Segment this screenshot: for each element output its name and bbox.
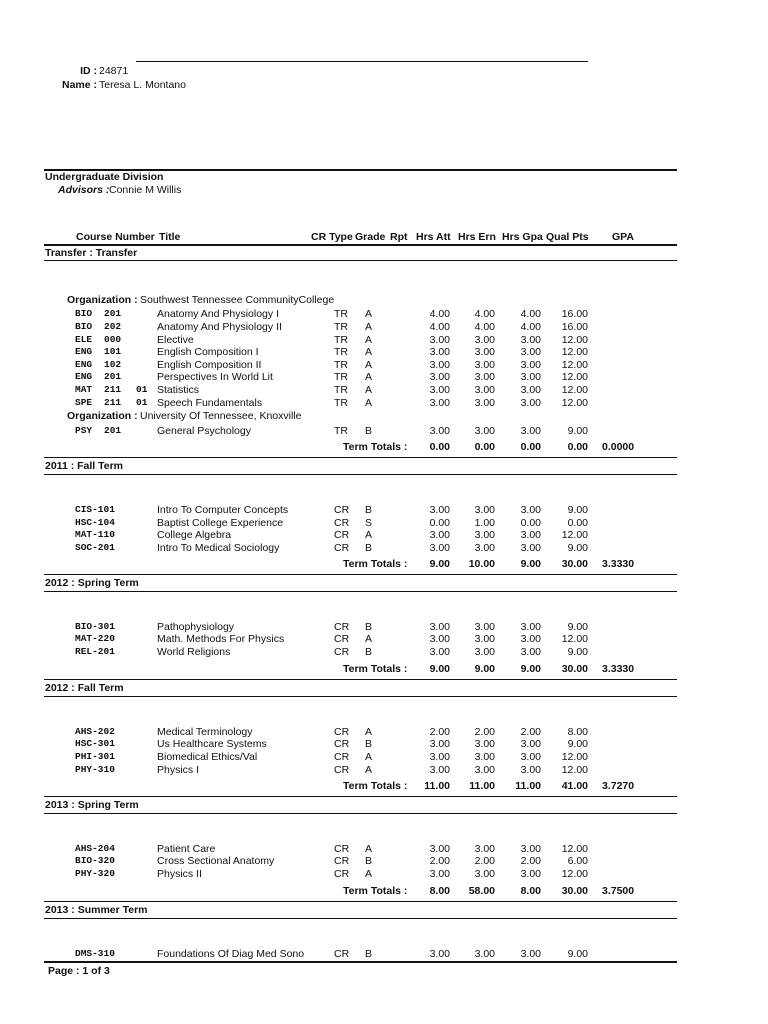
cr-type: TR	[334, 308, 348, 320]
hrs-att: 3.00	[429, 397, 450, 409]
term-gpa: 3.3330	[602, 663, 635, 675]
grade: B	[365, 855, 373, 867]
cr-type: CR	[334, 855, 350, 867]
course-title: College Algebra	[157, 529, 232, 541]
term-gpa: 0.0000	[602, 441, 635, 453]
total-hrs-att: 8.00	[429, 885, 450, 897]
hrs-att: 3.00	[429, 868, 450, 880]
hrs-gpa: 2.00	[520, 855, 541, 867]
hrs-att: 3.00	[429, 751, 450, 763]
hrs-ern: 1.00	[474, 517, 495, 529]
term-totals-label: Term Totals :	[343, 663, 408, 675]
grade: A	[365, 371, 373, 383]
qual-pts: 12.00	[561, 751, 588, 763]
course-title: Statistics	[157, 384, 200, 396]
top-rule	[136, 61, 588, 62]
course-title: Baptist College Experience	[157, 517, 284, 529]
hrs-ern: 3.00	[474, 334, 495, 346]
section-rule	[44, 260, 677, 261]
course-number: 201	[104, 308, 122, 319]
grade: B	[365, 504, 373, 516]
id-value: 24871	[99, 65, 129, 77]
qual-pts: 12.00	[561, 334, 588, 346]
hrs-ern: 3.00	[474, 425, 495, 437]
qual-pts: 12.00	[561, 529, 588, 541]
section-title-transfer: Transfer : Transfer	[45, 247, 138, 259]
grade: A	[365, 633, 373, 645]
hrs-gpa: 3.00	[520, 948, 541, 960]
hrs-ern: 3.00	[474, 542, 495, 554]
hrs-gpa: 3.00	[520, 359, 541, 371]
cr-type: CR	[334, 529, 350, 541]
hrs-gpa: 3.00	[520, 633, 541, 645]
grade: A	[365, 359, 373, 371]
course-subject: SPE	[75, 397, 93, 408]
grade: A	[365, 843, 373, 855]
term-totals-label: Term Totals :	[343, 558, 408, 570]
term-gpa: 3.7500	[602, 885, 635, 897]
col-gpa: GPA	[612, 231, 634, 243]
footer-rule	[44, 961, 677, 963]
section-title-term: 2011 : Fall Term	[45, 460, 124, 472]
course-number: 211	[104, 384, 122, 395]
page-number: Page : 1 of 3	[48, 965, 110, 977]
grade: A	[365, 764, 373, 776]
hrs-att: 3.00	[429, 633, 450, 645]
hrs-att: 3.00	[429, 384, 450, 396]
grade: B	[365, 646, 373, 658]
course-code: BIO-320	[75, 855, 115, 866]
qual-pts: 0.00	[567, 517, 588, 529]
qual-pts: 12.00	[561, 346, 588, 358]
hrs-att: 2.00	[429, 726, 450, 738]
hrs-gpa: 3.00	[520, 529, 541, 541]
qual-pts: 12.00	[561, 397, 588, 409]
course-subject: BIO	[75, 308, 93, 319]
col-qual-pts: Qual Pts	[546, 231, 589, 243]
course-title: Cross Sectional Anatomy	[157, 855, 275, 867]
col-grade: Grade	[355, 231, 386, 243]
col-hrs-att: Hrs Att	[416, 231, 451, 243]
hrs-gpa: 3.00	[520, 397, 541, 409]
total-hrs-att: 9.00	[429, 558, 450, 570]
qual-pts: 9.00	[567, 504, 588, 516]
term-gpa: 3.3330	[602, 558, 635, 570]
hrs-att: 3.00	[429, 334, 450, 346]
hrs-gpa: 3.00	[520, 764, 541, 776]
hrs-ern: 3.00	[474, 751, 495, 763]
total-qual-pts: 30.00	[561, 558, 588, 570]
cr-type: CR	[334, 751, 350, 763]
course-code: REL-201	[75, 646, 115, 657]
hrs-gpa: 3.00	[520, 751, 541, 763]
cr-type: CR	[334, 517, 350, 529]
hrs-gpa: 3.00	[520, 384, 541, 396]
qual-pts: 12.00	[561, 384, 588, 396]
cr-type: TR	[334, 384, 348, 396]
total-hrs-gpa: 11.00	[515, 780, 541, 792]
total-hrs-ern: 11.00	[469, 780, 495, 792]
section-rule	[44, 901, 677, 902]
hrs-ern: 4.00	[474, 321, 495, 333]
hrs-gpa: 4.00	[520, 308, 541, 320]
course-title: Us Healthcare Systems	[157, 738, 267, 750]
hrs-att: 3.00	[429, 646, 450, 658]
hrs-gpa: 3.00	[520, 371, 541, 383]
section-rule	[44, 696, 677, 697]
course-code: DMS-310	[75, 948, 115, 959]
grade: A	[365, 726, 373, 738]
cr-type: CR	[334, 868, 350, 880]
col-rpt: Rpt	[390, 231, 408, 243]
hrs-gpa: 3.00	[520, 843, 541, 855]
col-hrs-ern: Hrs Ern	[458, 231, 496, 243]
hrs-gpa: 2.00	[520, 726, 541, 738]
cr-type: CR	[334, 948, 350, 960]
hrs-gpa: 3.00	[520, 334, 541, 346]
hrs-ern: 3.00	[474, 359, 495, 371]
course-title: Physics II	[157, 868, 202, 880]
course-code: SOC-201	[75, 542, 115, 553]
section-rule	[44, 591, 677, 592]
total-hrs-ern: 10.00	[468, 558, 495, 570]
hrs-gpa: 3.00	[520, 868, 541, 880]
course-title: Intro To Computer Concepts	[157, 504, 289, 516]
qual-pts: 9.00	[567, 738, 588, 750]
hrs-ern: 2.00	[474, 855, 495, 867]
course-code: PHI-301	[75, 751, 115, 762]
qual-pts: 16.00	[561, 321, 588, 333]
section-title-term: 2013 : Summer Term	[45, 904, 148, 916]
total-hrs-ern: 0.00	[474, 441, 495, 453]
course-title: Foundations Of Diag Med Sono	[157, 948, 305, 960]
course-title: Math. Methods For Physics	[157, 633, 285, 645]
course-title: Intro To Medical Sociology	[157, 542, 280, 554]
course-code: MAT-220	[75, 633, 115, 644]
course-title: Biomedical Ethics/Val	[157, 751, 258, 763]
cr-type: TR	[334, 371, 348, 383]
cr-type: CR	[334, 542, 350, 554]
total-hrs-att: 11.00	[424, 780, 450, 792]
course-title: World Religions	[157, 646, 231, 658]
hrs-att: 0.00	[429, 517, 450, 529]
course-subject: BIO	[75, 321, 93, 332]
total-qual-pts: 0.00	[567, 441, 588, 453]
total-hrs-att: 0.00	[429, 441, 450, 453]
hrs-ern: 3.00	[474, 868, 495, 880]
course-title: Patient Care	[157, 843, 216, 855]
cr-type: CR	[334, 738, 350, 750]
cr-type: TR	[334, 321, 348, 333]
hrs-att: 3.00	[429, 371, 450, 383]
organization-name: University Of Tennessee, Knoxville	[140, 410, 302, 422]
grade: B	[365, 738, 373, 750]
total-hrs-gpa: 8.00	[520, 885, 541, 897]
qual-pts: 9.00	[567, 948, 588, 960]
section-rule	[44, 813, 677, 814]
hrs-att: 3.00	[429, 843, 450, 855]
course-code: PHY-310	[75, 764, 115, 775]
term-totals-label: Term Totals :	[343, 885, 408, 897]
cr-type: TR	[334, 397, 348, 409]
course-title: Speech Fundamentals	[157, 397, 263, 409]
course-number: 201	[104, 425, 122, 436]
section-rule	[44, 457, 677, 458]
grade: A	[365, 868, 373, 880]
qual-pts: 9.00	[567, 425, 588, 437]
qual-pts: 9.00	[567, 646, 588, 658]
course-code: BIO-301	[75, 621, 115, 632]
cr-type: CR	[334, 621, 350, 633]
grade: A	[365, 321, 373, 333]
hrs-gpa: 3.00	[520, 621, 541, 633]
total-hrs-gpa: 0.00	[520, 441, 541, 453]
qual-pts: 16.00	[561, 308, 588, 320]
section-rule	[44, 918, 677, 919]
course-code: HSC-104	[75, 517, 115, 528]
section-title-term: 2012 : Fall Term	[45, 682, 124, 694]
header-rule	[44, 244, 677, 246]
hrs-att: 3.00	[429, 738, 450, 750]
course-section: 01	[136, 397, 148, 408]
hrs-ern: 2.00	[474, 726, 495, 738]
section-title-term: 2013 : Spring Term	[45, 799, 139, 811]
qual-pts: 12.00	[561, 868, 588, 880]
course-subject: ELE	[75, 334, 93, 345]
organization-label: Organization :	[67, 294, 138, 306]
hrs-ern: 3.00	[474, 504, 495, 516]
hrs-ern: 3.00	[474, 764, 495, 776]
hrs-gpa: 3.00	[520, 646, 541, 658]
course-number: 211	[104, 397, 122, 408]
hrs-ern: 3.00	[474, 346, 495, 358]
hrs-att: 2.00	[429, 855, 450, 867]
cr-type: CR	[334, 646, 350, 658]
hrs-gpa: 3.00	[520, 738, 541, 750]
qual-pts: 8.00	[567, 726, 588, 738]
qual-pts: 6.00	[567, 855, 588, 867]
advisors-label: Advisors :	[58, 184, 110, 196]
cr-type: TR	[334, 425, 348, 437]
qual-pts: 12.00	[561, 843, 588, 855]
cr-type: CR	[334, 504, 350, 516]
course-title: English Composition I	[157, 346, 259, 358]
hrs-att: 3.00	[429, 359, 450, 371]
hrs-ern: 4.00	[474, 308, 495, 320]
hrs-gpa: 3.00	[520, 504, 541, 516]
name-value: Teresa L. Montano	[99, 79, 186, 91]
hrs-att: 3.00	[429, 346, 450, 358]
qual-pts: 9.00	[567, 621, 588, 633]
total-hrs-ern: 58.00	[468, 885, 495, 897]
section-rule	[44, 679, 677, 680]
total-hrs-gpa: 9.00	[520, 663, 541, 675]
qual-pts: 12.00	[561, 633, 588, 645]
hrs-ern: 3.00	[474, 948, 495, 960]
hrs-att: 3.00	[429, 504, 450, 516]
grade: A	[365, 334, 373, 346]
hrs-ern: 3.00	[474, 738, 495, 750]
course-title: English Composition II	[157, 359, 262, 371]
hrs-ern: 3.00	[474, 843, 495, 855]
advisors-value: Connie M Willis	[109, 184, 182, 196]
hrs-gpa: 3.00	[520, 425, 541, 437]
grade: A	[365, 529, 373, 541]
course-title: Pathophysiology	[157, 621, 235, 633]
hrs-gpa: 3.00	[520, 542, 541, 554]
course-title: Medical Terminology	[157, 726, 253, 738]
qual-pts: 12.00	[561, 359, 588, 371]
col-course-number: Course Number	[76, 231, 155, 243]
grade: B	[365, 621, 373, 633]
hrs-gpa: 0.00	[520, 517, 541, 529]
course-code: AHS-204	[75, 843, 115, 854]
course-number: 000	[104, 334, 122, 345]
course-code: MAT-110	[75, 529, 115, 540]
col-hrs-gpa: Hrs Gpa	[502, 231, 543, 243]
col-cr-type: CR Type	[311, 231, 353, 243]
hrs-att: 4.00	[429, 308, 450, 320]
grade: B	[365, 425, 373, 437]
hrs-ern: 3.00	[474, 646, 495, 658]
hrs-ern: 3.00	[474, 371, 495, 383]
course-title: Anatomy And Physiology II	[157, 321, 282, 333]
hrs-gpa: 4.00	[520, 321, 541, 333]
term-totals-label: Term Totals :	[343, 780, 408, 792]
cr-type: CR	[334, 764, 350, 776]
course-subject: PSY	[75, 425, 93, 436]
hrs-att: 3.00	[429, 425, 450, 437]
course-code: AHS-202	[75, 726, 115, 737]
organization-name: Southwest Tennessee CommunityCollege	[140, 294, 335, 306]
hrs-ern: 3.00	[474, 397, 495, 409]
course-title: Perspectives In World Lit	[157, 371, 273, 383]
cr-type: TR	[334, 334, 348, 346]
grade: B	[365, 948, 373, 960]
course-code: PHY-320	[75, 868, 115, 879]
hrs-att: 4.00	[429, 321, 450, 333]
organization-label: Organization :	[67, 410, 138, 422]
hrs-ern: 3.00	[474, 621, 495, 633]
course-title: General Psychology	[157, 425, 251, 437]
grade: A	[365, 346, 373, 358]
col-title: Title	[159, 231, 181, 243]
course-code: HSC-301	[75, 738, 115, 749]
hrs-att: 3.00	[429, 621, 450, 633]
qual-pts: 9.00	[567, 542, 588, 554]
grade: B	[365, 542, 373, 554]
id-label: ID :	[80, 65, 97, 77]
course-number: 102	[104, 359, 122, 370]
hrs-att: 3.00	[429, 529, 450, 541]
hrs-att: 3.00	[429, 948, 450, 960]
division-title: Undergraduate Division	[45, 171, 164, 183]
hrs-att: 3.00	[429, 542, 450, 554]
total-qual-pts: 30.00	[561, 885, 588, 897]
hrs-gpa: 3.00	[520, 346, 541, 358]
total-hrs-att: 9.00	[429, 663, 450, 675]
cr-type: TR	[334, 346, 348, 358]
total-qual-pts: 30.00	[561, 663, 588, 675]
course-subject: ENG	[75, 346, 93, 357]
course-title: Elective	[157, 334, 194, 346]
course-number: 201	[104, 371, 122, 382]
course-title: Physics I	[157, 764, 200, 776]
grade: A	[365, 397, 373, 409]
course-code: CIS-101	[75, 504, 115, 515]
course-subject: MAT	[75, 384, 93, 395]
cr-type: TR	[334, 359, 348, 371]
grade: A	[365, 384, 373, 396]
grade: S	[365, 517, 373, 529]
cr-type: CR	[334, 633, 350, 645]
total-hrs-gpa: 9.00	[520, 558, 541, 570]
section-title-term: 2012 : Spring Term	[45, 577, 139, 589]
cr-type: CR	[334, 726, 350, 738]
course-title: Anatomy And Physiology I	[157, 308, 279, 320]
name-label: Name :	[61, 79, 97, 91]
course-subject: ENG	[75, 371, 93, 382]
course-number: 202	[104, 321, 122, 332]
total-qual-pts: 41.00	[561, 780, 588, 792]
hrs-ern: 3.00	[474, 384, 495, 396]
grade: A	[365, 308, 373, 320]
term-gpa: 3.7270	[602, 780, 635, 792]
qual-pts: 12.00	[561, 371, 588, 383]
hrs-ern: 3.00	[474, 529, 495, 541]
term-totals-label: Term Totals :	[343, 441, 408, 453]
section-rule	[44, 574, 677, 575]
hrs-ern: 3.00	[474, 633, 495, 645]
grade: A	[365, 751, 373, 763]
course-section: 01	[136, 384, 148, 395]
section-rule	[44, 796, 677, 797]
section-rule	[44, 474, 677, 475]
cr-type: CR	[334, 843, 350, 855]
course-subject: ENG	[75, 359, 93, 370]
hrs-att: 3.00	[429, 764, 450, 776]
total-hrs-ern: 9.00	[474, 663, 495, 675]
course-number: 101	[104, 346, 122, 357]
qual-pts: 12.00	[561, 764, 588, 776]
